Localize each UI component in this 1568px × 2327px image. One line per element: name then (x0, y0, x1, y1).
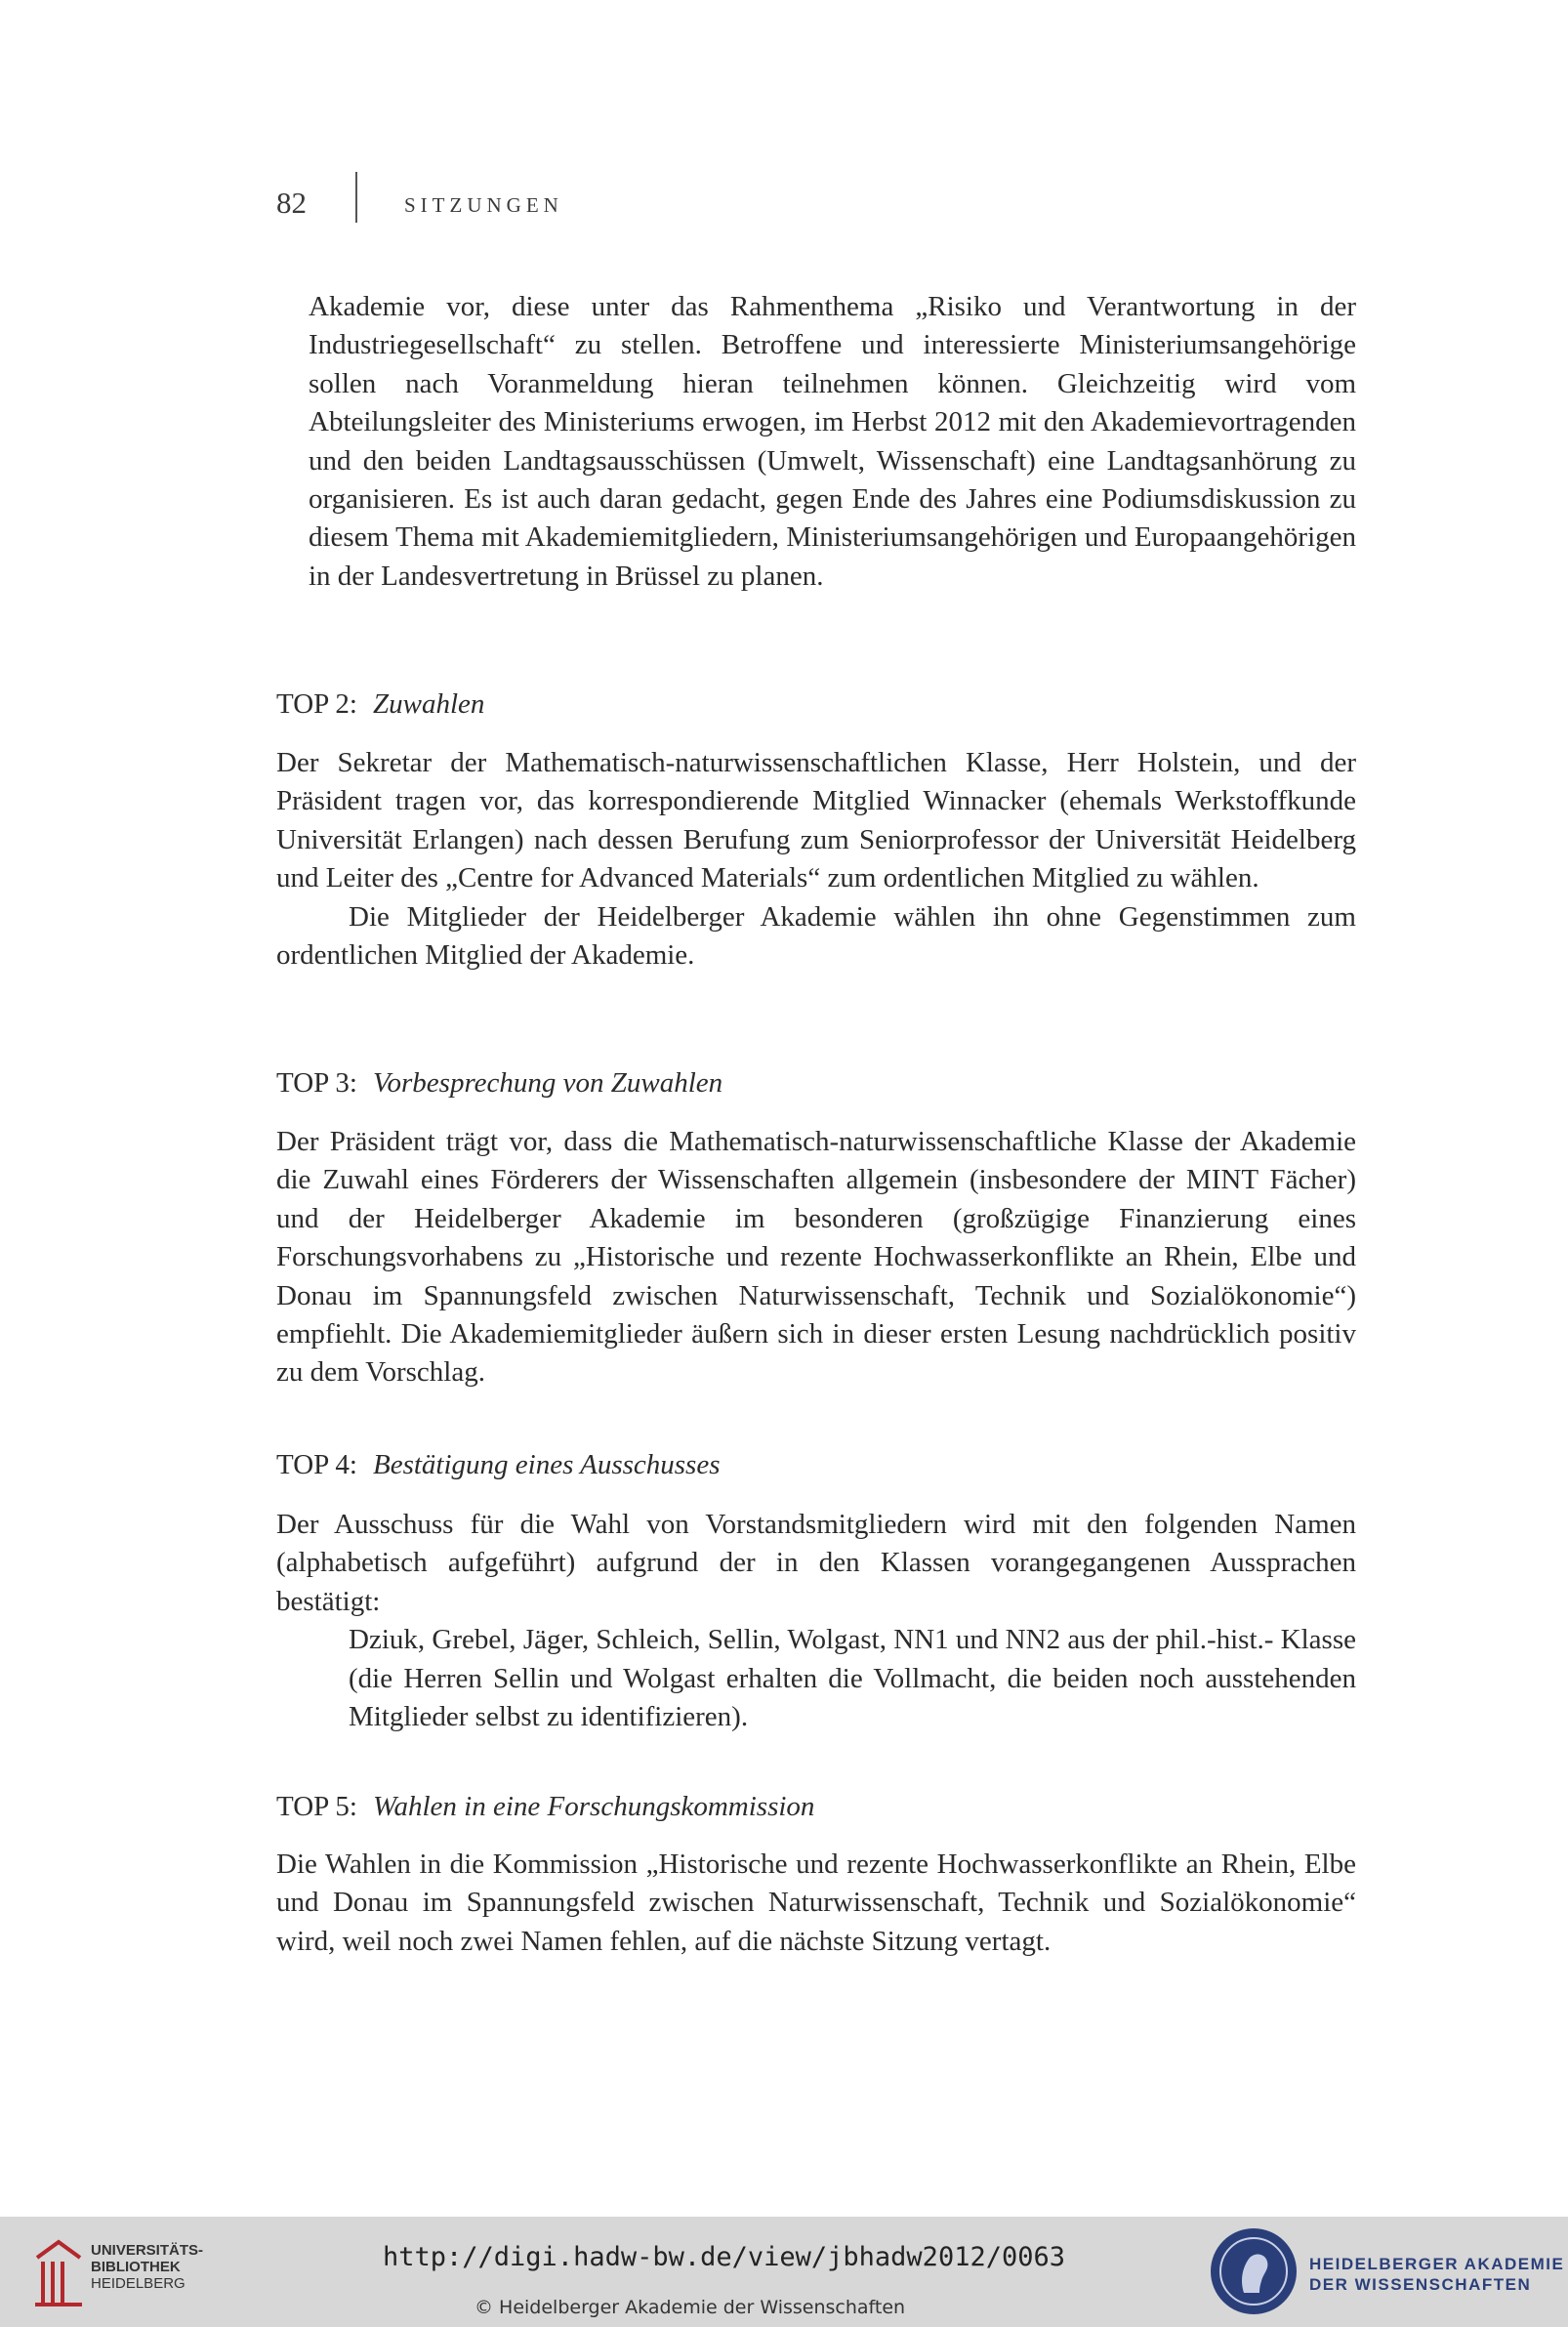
academy-seal-icon (1211, 2228, 1297, 2314)
top2-paragraph-1: Der Sekretar der Mathematisch-naturwissenschaftlichen Klasse, Herr Holstein, und der Präsident tragen vor, das korrespondierende Mitglied Winnacker (ehemals Werkstoffkunde Universität Erlangen) nach dessen Berufung zum Seniorprofessor der Universität Heidelberg und Leiter des „Centre for Advanced Materials“ zum ordentlichen Mitglied zu wählen. (276, 747, 1356, 894)
academy-line-2: DER WISSENSCHAFTEN (1309, 2275, 1532, 2294)
page-number: 82 (276, 186, 307, 220)
top4-title: Bestätigung eines Ausschusses (373, 1449, 721, 1480)
copyright-notice: © Heidelberger Akademie der Wissenschaften (475, 2297, 906, 2318)
source-url-link[interactable]: http://digi.hadw-bw.de/view/jbhadw2012/0063 (383, 2242, 1065, 2272)
top2-paragraph-2: Die Mitglieder der Heidelberger Akademie wählen ihn ohne Gegenstimmen zum ordentlichen Mitglied der Akademie. (276, 900, 1356, 972)
top2-heading (276, 686, 484, 724)
top4-heading (276, 1446, 721, 1484)
digitization-footer (0, 2217, 1568, 2327)
library-line-2: BIBLIOTHEK (91, 2259, 181, 2275)
top5-body (276, 1846, 1356, 1961)
top4-body (276, 1506, 1356, 1736)
top4-names-block: Dziuk, Grebel, Jäger, Schleich, Sellin, Wolgast, NN1 und NN2 aus der phil.-hist.- Klasse (die Herren Sellin und Wolgast erhalten die Vollmacht, die beiden noch ausstehenden Mitglieder selbst zu identifizieren). (349, 1624, 1356, 1733)
top5-paragraph: Die Wahlen in die Kommission „Historische und rezente Hochwasserkonflikte an Rhein, Elbe und Donau im Spannungsfeld zwischen Naturwissenschaft, Technik und Sozialökonomie“ wird, weil noch zwei Namen fehlen, auf die nächste Sitzung vertagt. (276, 1849, 1356, 1957)
top5-heading (276, 1788, 814, 1826)
top2-label: TOP 2: (276, 688, 357, 720)
top5-title: Wahlen in eine Forschungskommission (373, 1791, 815, 1822)
top3-paragraph: Der Präsident trägt vor, dass die Mathematisch-naturwissenschaftliche Klasse der Akademie die Zuwahl eines Förderers der Wissenschaften allgemein (insbesondere der MINT Fächer) und der Heidelberger Akademie im besonderen (großzügige Finanzierung eines Forschungsvorhabens zu „Historische und rezente Hochwasserkonflikte an Rhein, Elbe und Donau im Spannungsfeld zwischen Naturwissenschaft, Technik und Sozialökonomie“) empfiehlt. Die Akademiemitglieder äußern sich in dieser ersten Lesung nachdrücklich positiv zu dem Vorschlag. (276, 1126, 1356, 1389)
top3-label: TOP 3: (276, 1067, 357, 1099)
top4-label: TOP 4: (276, 1449, 357, 1480)
top4-paragraph: Der Ausschuss für die Wahl von Vorstandsmitgliedern wird mit den folgenden Namen (alphabetisch aufgeführt) aufgrund der in den Klassen vorangegangenen Aussprachen bestätigt: (276, 1509, 1356, 1617)
library-line-1: UNIVERSITÄTS- (91, 2242, 204, 2259)
intro-block (276, 288, 1356, 596)
academy-name (1309, 2254, 1564, 2295)
academy-line-1: HEIDELBERGER AKADEMIE (1309, 2255, 1565, 2273)
top3-body (276, 1123, 1356, 1392)
top5-label: TOP 5: (276, 1791, 357, 1822)
library-line-3: HEIDELBERG (91, 2275, 186, 2292)
section-title: SITZUNGEN (404, 193, 563, 217)
top2-title: Zuwahlen (373, 688, 485, 720)
top3-heading (276, 1064, 722, 1102)
intro-paragraph: Akademie vor, diese unter das Rahmenthema „Risiko und Verantwortung in der Industriegesellschaft“ zu stellen. Betroffene und interessierte Ministeriumsangehörige sollen nach Voranmeldung hieran teilnehmen können. Gleichzeitig wird vom Abteilungsleiter des Ministeriums erwogen, im Herbst 2012 mit den Akademievortragenden und den beiden Landtagsausschüssen (Umwelt, Wissenschaft) eine Landtagsanhörung zu organisieren. Es ist auch daran gedacht, gegen Ende des Jahres eine Podiumsdiskussion zu diesem Thema mit Akademiemitgliedern, Ministeriumsangehörigen und Europaangehörigen in der Landesvertretung in Brüssel zu planen. (309, 291, 1356, 592)
header-divider (355, 172, 357, 223)
university-library-logo-icon (29, 2230, 88, 2308)
top2-body (276, 744, 1356, 975)
university-library-name (91, 2242, 203, 2292)
top3-title: Vorbesprechung von Zuwahlen (373, 1067, 723, 1099)
